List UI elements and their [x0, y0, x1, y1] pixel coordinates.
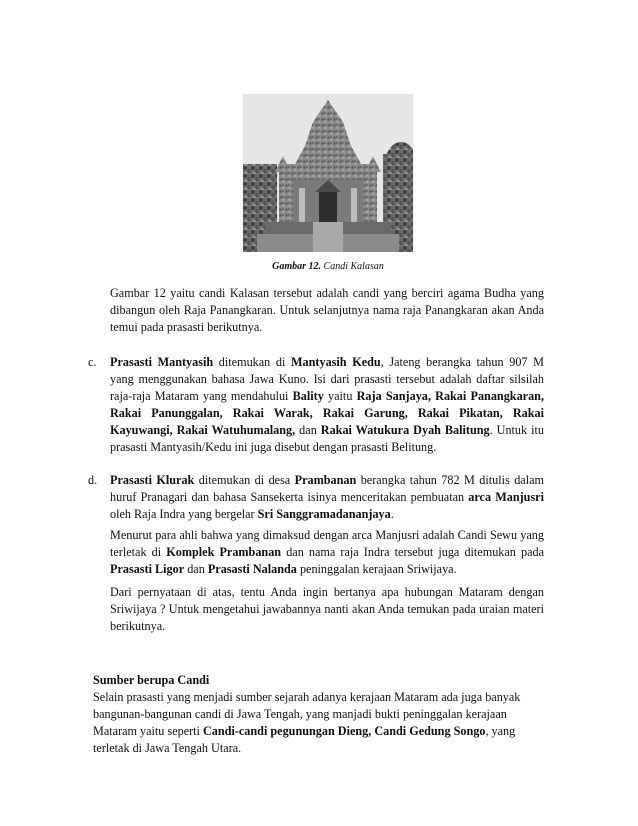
- manjusri-paragraph: Menurut para ahli bahwa yang dimaksud dengan arca Manjusri adalah Candi Sewu yang terletak di Komplek Prambanan dan nama raja Indra tersebut juga ditemukan pada Prasasti Ligor dan Prasasti Nalanda peninggalan kerajaan Sriwijaya.: [110, 528, 545, 576]
- question-paragraph: Dari pernyataan di atas, tentu Anda ingin bertanya apa hubungan Mataram dengan Sriwijaya ? Untuk mengetahui jawabannya nanti akan Anda temukan pada uraian materi berikutnya.: [110, 585, 544, 633]
- section-paragraph: Selain prasasti yang menjadi sumber sejarah adanya kerajaan Mataram ada juga banyak bangunan-bangunan candi di Jawa Tengah, yang manjadi bukti peninggalan kerajaan Mataram yaitu seperti Candi-candi pegunungan Dieng, Candi Gedung Songo, yang terletak di Jawa Tengah Utara.: [93, 690, 521, 755]
- candi-kalasan-photo: [243, 94, 413, 252]
- intro-paragraph: Gambar 12 yaitu candi Kalasan tersebut adalah candi yang berciri agama Budha yang dibangun oleh Raja Panangkaran. Untuk selanjutnya nama raja Panangkaran akan Anda temui pada prasasti berikutnya.: [110, 286, 544, 334]
- item-c-paragraph: Prasasti Mantyasih ditemukan di Mantyasih Kedu, Jateng berangka tahun 907 M yang menggunakan bahasa Jawa Kuno. Isi dari prasasti tersebut adalah daftar silsilah raja-raja Mataram yang mendahului Bality yaitu Raja Sanjaya, Rakai Panangkaran, Rakai Panunggalan, Rakai Warak, Rakai Garung, Rakai Pikatan, Rakai Kayuwangi, Rakai Watuhumalang, dan Rakai Watukura Dyah Balitung. Untuk itu prasasti Mantyasih/Kedu ini juga disebut dengan prasasti Belitung.: [110, 355, 544, 454]
- item-d-paragraph: Prasasti Klurak ditemukan di desa Prambanan berangka tahun 782 M ditulis dalam huruf Pranagari dan bahasa Sansekerta isinya menceritakan pembuatan arca Manjusri oleh Raja Indra yang bergelar Sri Sanggramadananjaya.: [110, 473, 544, 521]
- figure-caption: [243, 261, 413, 272]
- caption-label: Gambar 12.: [272, 261, 322, 272]
- section-heading: Sumber berupa Candi: [93, 673, 210, 687]
- list-marker-c: c.: [88, 355, 97, 369]
- list-marker-d: d.: [88, 473, 98, 487]
- caption-text: Candi Kalasan: [323, 261, 384, 272]
